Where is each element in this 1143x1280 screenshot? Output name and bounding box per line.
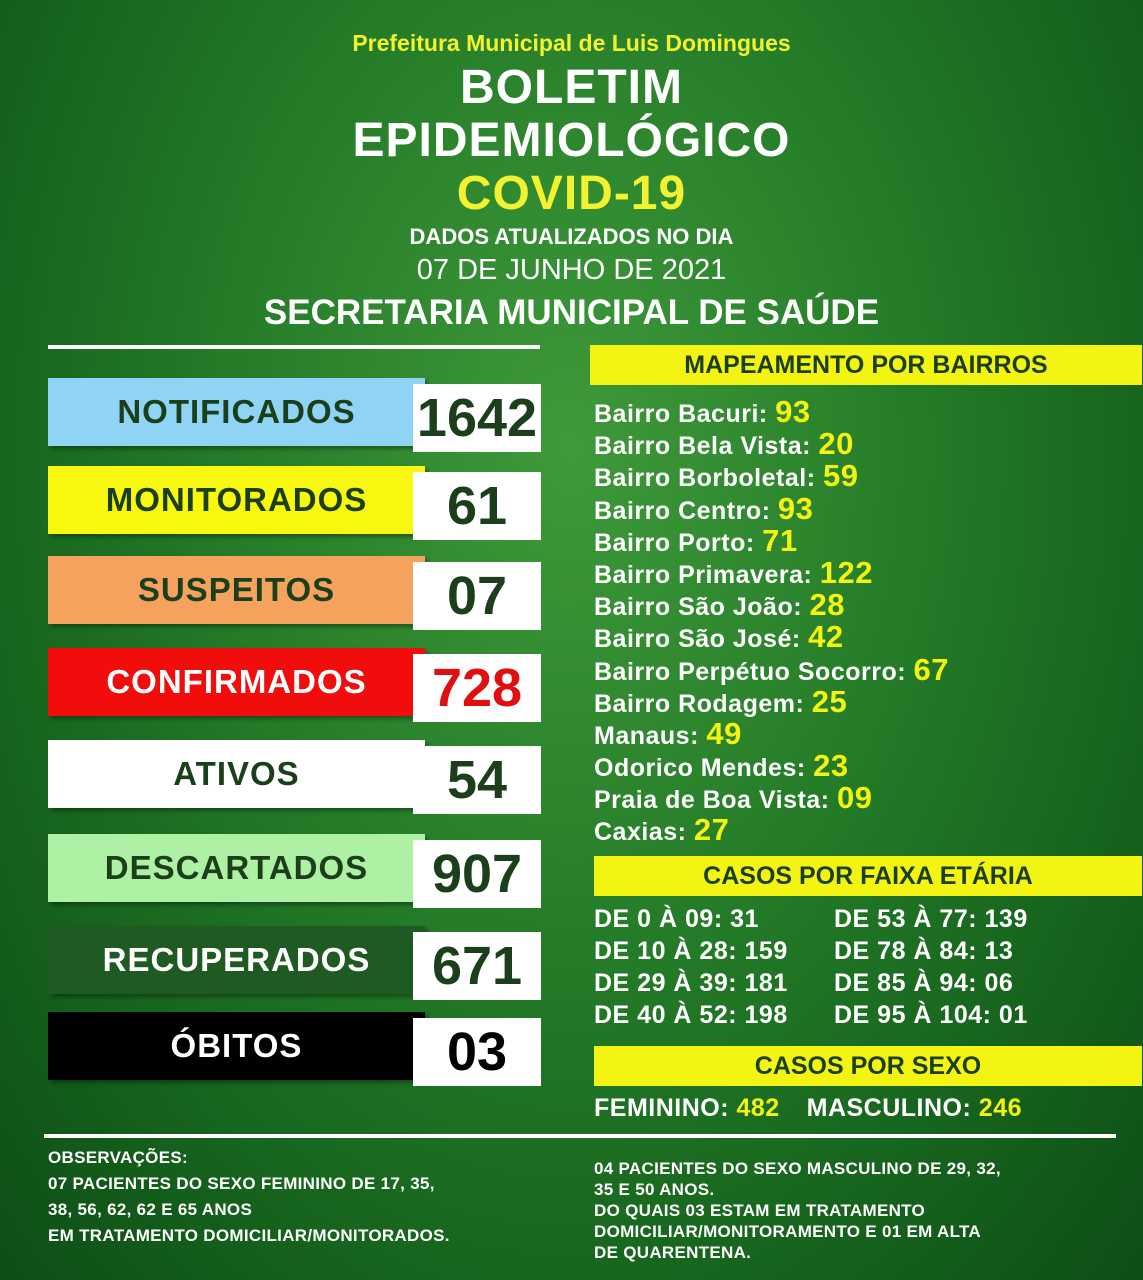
observations-right <box>594 1158 1124 1263</box>
stat-label-8: ÓBITOS <box>48 1012 425 1080</box>
male-label: MASCULINO: <box>806 1094 972 1122</box>
neighborhood-row <box>594 428 949 460</box>
neighborhood-name: Praia de Boa Vista: <box>594 786 830 815</box>
age-row <box>594 999 1028 1031</box>
stat-value-7: 671 <box>413 932 541 1000</box>
neighborhood-name: Bairro São José: <box>594 625 801 654</box>
neighborhood-name: Bairro Borboletal: <box>594 464 816 493</box>
neighborhood-count: 25 <box>811 683 848 719</box>
neighborhood-row <box>594 683 949 719</box>
age-range-left: DE 0 À 09: 31 <box>594 905 759 933</box>
stat-value-2: 61 <box>413 472 541 540</box>
observation-line: EM TRATAMENTO DOMICILIAR/MONITORADOS. <box>48 1226 450 1245</box>
secretaria-name: SECRETARIA MUNICIPAL DE SAÚDE <box>263 293 880 332</box>
age-grid <box>594 903 1028 1031</box>
neighborhood-row <box>594 715 949 751</box>
neighborhood-name: Caxias: <box>594 818 687 847</box>
neighborhood-name: Bairro Bela Vista: <box>594 432 811 461</box>
neighborhood-count: 93 <box>777 490 814 526</box>
updated-label: DADOS ATUALIZADOS NO DIA <box>409 224 734 249</box>
neighborhood-name: Bairro Centro: <box>594 496 771 525</box>
age-range-right: DE 95 À 104: 01 <box>834 1001 1028 1029</box>
sex-section-title: CASOS POR SEXO <box>594 1046 1142 1086</box>
neighborhood-row <box>594 621 949 653</box>
neighborhood-section-title: MAPEAMENTO POR BAIRROS <box>590 345 1142 385</box>
age-row <box>594 967 1028 999</box>
stat-value-1: 1642 <box>413 384 541 452</box>
age-range-left: DE 10 À 28: 159 <box>594 937 788 965</box>
neighborhood-count: 71 <box>762 522 798 558</box>
observation-line: DOMICILIAR/MONITORAMENTO E 01 EM ALTA <box>594 1222 981 1241</box>
stat-value-4: 728 <box>413 654 541 722</box>
neighborhood-row <box>594 750 949 782</box>
age-range-left: DE 40 À 52: 198 <box>594 1001 788 1029</box>
age-range-right: DE 53 À 77: 139 <box>834 905 1028 933</box>
observation-line: 35 E 50 ANOS. <box>594 1180 715 1199</box>
observation-line: DO QUAIS 03 ESTAM EM TRATAMENTO <box>594 1201 926 1220</box>
neighborhood-count: 122 <box>819 554 874 590</box>
stat-label-1: NOTIFICADOS <box>48 378 425 446</box>
neighborhood-row <box>594 490 949 526</box>
covid-title: COVID-19 <box>456 167 687 220</box>
observation-line: 07 PACIENTES DO SEXO FEMININO DE 17, 35, <box>48 1174 435 1193</box>
age-row <box>594 903 1028 935</box>
age-range-right: DE 85 À 94: 06 <box>834 969 1014 997</box>
neighborhood-name: Bairro Bacuri: <box>594 400 768 428</box>
neighborhood-name: Bairro Primavera: <box>594 560 813 589</box>
neighborhood-row <box>594 651 949 687</box>
neighborhood-name: Bairro Rodagem: <box>594 689 805 718</box>
neighborhood-name: Bairro Perpétuo Socorro: <box>594 657 907 686</box>
neighborhood-name: Bairro São João: <box>594 593 803 622</box>
neighborhood-count: 93 <box>775 394 811 429</box>
stat-value-5: 54 <box>413 746 541 814</box>
stat-value-8: 03 <box>413 1018 541 1086</box>
stat-label-3: SUSPEITOS <box>48 556 425 624</box>
stat-value-3: 07 <box>413 562 541 630</box>
female-label: FEMININO: <box>594 1094 730 1122</box>
neighborhood-count: 23 <box>813 748 849 784</box>
neighborhood-count: 42 <box>808 619 844 655</box>
stat-label-6: DESCARTADOS <box>48 834 425 902</box>
neighborhood-count: 09 <box>836 780 873 816</box>
neighborhood-count: 59 <box>822 458 859 494</box>
neighborhood-count: 27 <box>693 812 730 848</box>
footer-divider <box>44 1134 1116 1138</box>
neighborhood-row <box>594 814 949 846</box>
stat-label-5: ATIVOS <box>48 740 425 808</box>
male-value: 246 <box>978 1094 1023 1122</box>
stat-label-7: RECUPERADOS <box>48 926 425 994</box>
observation-line: 38, 56, 62, 62 E 65 ANOS <box>48 1200 253 1219</box>
bulletin-title-line2: EPIDEMIOLÓGICO <box>352 114 791 167</box>
bulletin-date: 07 DE JUNHO DE 2021 <box>416 254 727 286</box>
neighborhood-row <box>594 589 949 621</box>
neighborhood-name: Manaus: <box>594 721 699 750</box>
observation-line: 04 PACIENTES DO SEXO MASCULINO DE 29, 32, <box>594 1159 1001 1178</box>
neighborhood-name: Bairro Porto: <box>594 528 755 557</box>
observations-left <box>48 1145 450 1249</box>
bulletin-title-line1: BOLETIM <box>460 61 683 114</box>
age-row <box>594 935 1028 967</box>
city-hall-name: Prefeitura Municipal de Luis Domingues <box>352 30 791 56</box>
observations-title: OBSERVAÇÕES: <box>48 1148 188 1167</box>
age-section-title: CASOS POR FAIXA ETÁRIA <box>594 856 1142 896</box>
neighborhood-count: 20 <box>818 426 854 462</box>
stat-label-2: MONITORADOS <box>48 466 425 534</box>
neighborhood-count: 49 <box>706 715 742 751</box>
neighborhood-list <box>594 396 949 847</box>
header-divider <box>48 345 540 349</box>
age-range-left: DE 29 À 39: 181 <box>594 969 788 997</box>
age-range-right: DE 78 À 84: 13 <box>834 937 1014 965</box>
neighborhood-count: 28 <box>809 587 845 623</box>
stat-value-6: 907 <box>413 840 541 908</box>
stat-label-4: CONFIRMADOS <box>48 648 425 716</box>
neighborhood-name: Odorico Mendes: <box>594 754 806 783</box>
neighborhood-count: 67 <box>913 651 949 687</box>
neighborhood-row <box>594 554 949 590</box>
female-value: 482 <box>736 1094 780 1122</box>
sex-breakdown <box>594 1094 1022 1123</box>
neighborhood-row <box>594 396 949 428</box>
neighborhood-row <box>594 782 949 814</box>
neighborhood-row <box>594 522 949 558</box>
observation-line: DE QUARENTENA. <box>594 1243 752 1262</box>
neighborhood-row <box>594 460 949 492</box>
